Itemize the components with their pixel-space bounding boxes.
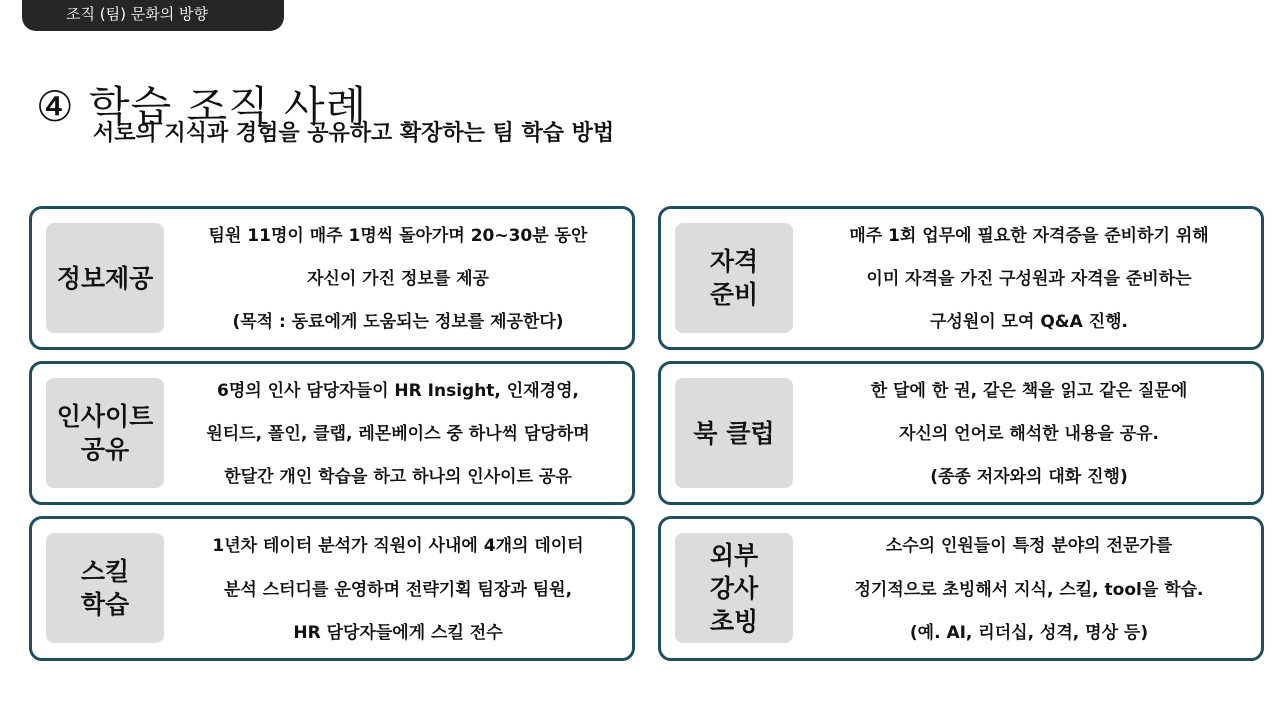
card-line: 팀원 11명이 매주 1명씩 돌아가며 20~30분 동안 [208, 226, 588, 246]
card-label: 외부 강사 초빙 [675, 533, 793, 643]
card-line: (목적 : 동료에게 도움되는 정보를 제공한다) [232, 312, 564, 332]
case-card-insight-sharing [29, 361, 635, 505]
case-card-info-sharing [29, 206, 635, 350]
case-card-external-lecturer [658, 516, 1264, 661]
card-line: 소수의 인원들이 특정 분야의 전문가를 [885, 536, 1173, 556]
card-line: 자신이 가진 정보를 제공 [307, 269, 489, 289]
card-line: 한달간 개인 학습을 하고 하나의 인사이트 공유 [224, 467, 572, 487]
card-label: 자격 준비 [675, 223, 793, 333]
card-line: 자신의 언어로 해석한 내용을 공유. [898, 424, 1160, 444]
card-label: 정보제공 [46, 223, 164, 333]
card-description [172, 221, 624, 337]
card-label: 인사이트 공유 [46, 378, 164, 488]
card-line: 이미 자격을 가진 구성원과 자격을 준비하는 [866, 269, 1192, 289]
card-description [805, 531, 1253, 648]
card-line: 6명의 인사 담당자들이 HR Insight, 인재경영, [217, 381, 579, 401]
card-description [172, 531, 624, 648]
card-description [172, 376, 624, 492]
card-line: 한 달에 한 권, 같은 책을 읽고 같은 질문에 [870, 381, 1188, 401]
card-line: HR 담당자들에게 스킬 전수 [293, 623, 503, 643]
card-line: 분석 스터디를 운영하며 전략기획 팀장과 팀원, [223, 579, 573, 600]
card-line: (예. AI, 리더십, 성격, 명상 등) [909, 623, 1149, 643]
case-card-book-club [658, 361, 1264, 505]
card-line: 1년차 테이터 분석가 직원이 사내에 4개의 데이터 [212, 536, 584, 556]
card-line: 구성원이 모여 Q&A 진행. [929, 312, 1129, 332]
section-tab: 조직 (팀) 문화의 방향 [22, 0, 284, 31]
card-line: 원티드, 폴인, 클랩, 레몬베이스 중 하나씩 담당하며 [206, 424, 590, 444]
case-card-skill-learning [29, 516, 635, 661]
page-title: ④ 학습 조직 사례 [36, 82, 368, 132]
card-line: 매주 1회 업무에 필요한 자격증을 준비하기 위해 [849, 226, 1209, 246]
case-card-certification [658, 206, 1264, 350]
card-line: 정기적으로 초빙해서 지식, 스킬, tool을 학습. [854, 579, 1204, 600]
card-label: 스킬 학습 [46, 533, 164, 643]
card-label: 북 클럽 [675, 378, 793, 488]
page-subtitle: 서로의 지식과 경험을 공유하고 확장하는 팀 학습 방법 [93, 121, 615, 146]
card-line: (종종 저자와의 대화 진행) [930, 467, 1128, 487]
card-description [805, 376, 1253, 492]
card-description [805, 221, 1253, 337]
